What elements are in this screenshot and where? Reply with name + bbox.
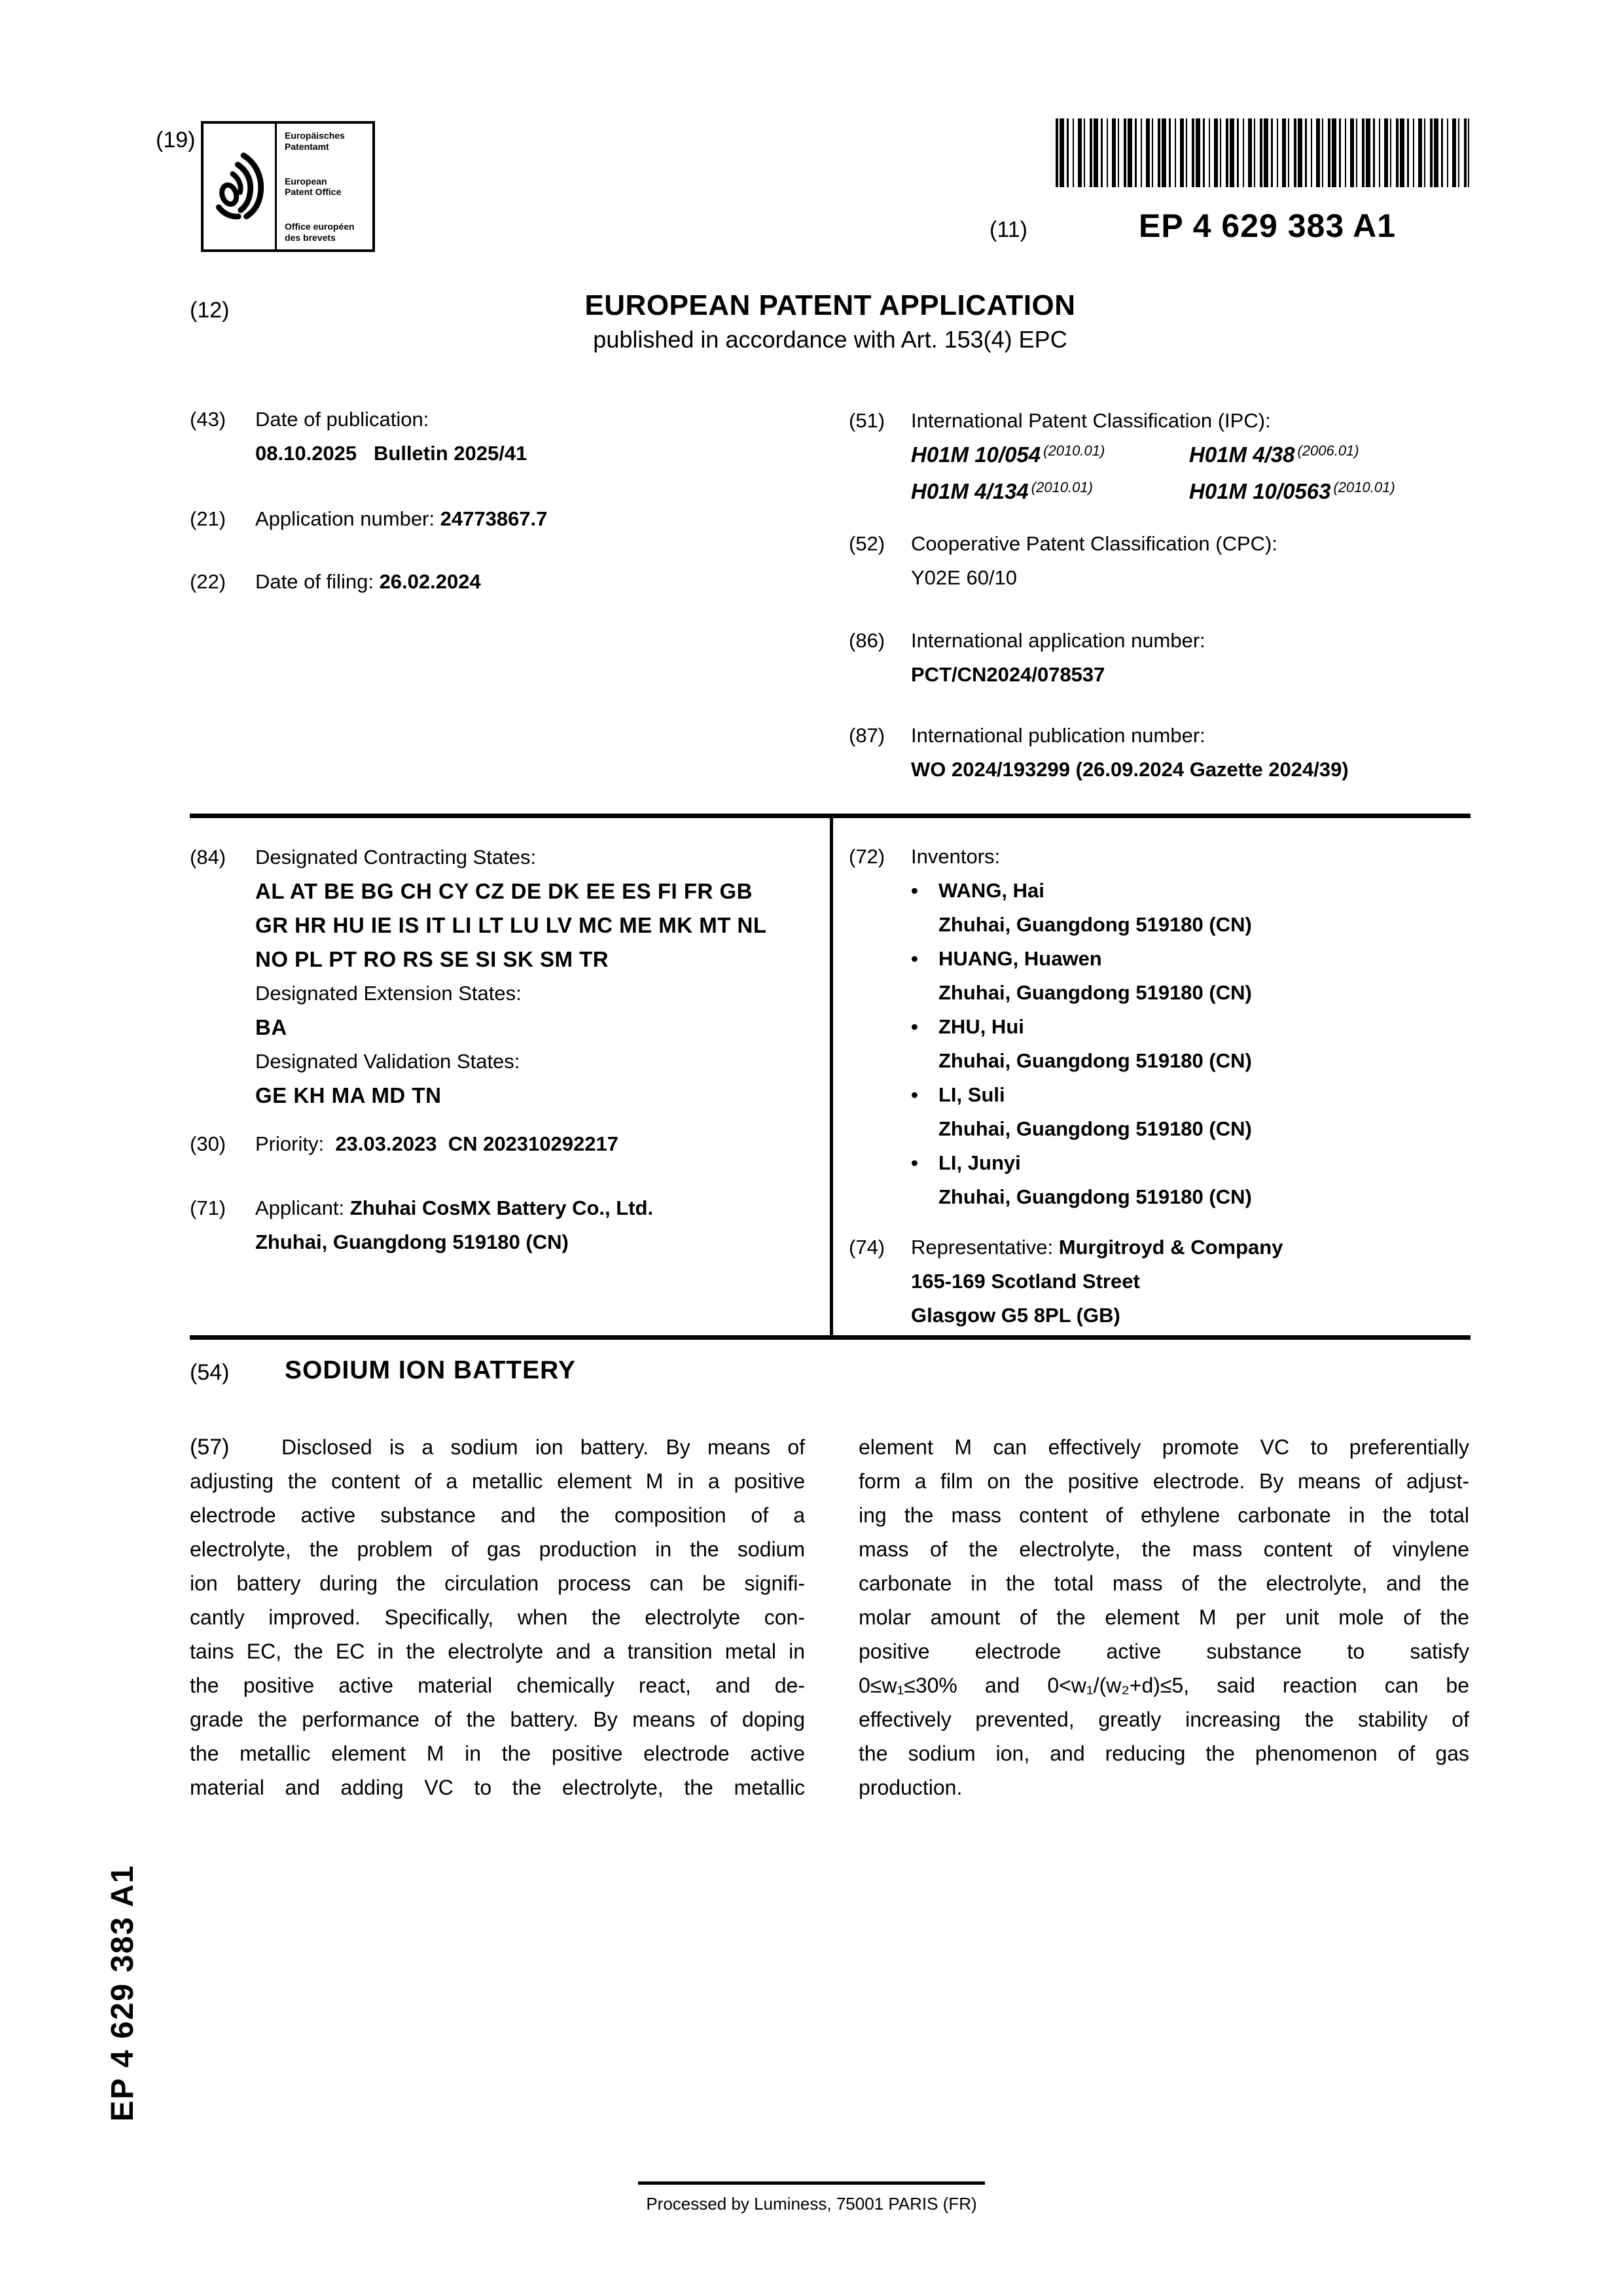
inventor-item [911, 874, 1467, 942]
abstract-line: molar amount of the element M per unit mole of the [859, 1605, 1469, 1629]
validation-states-label: Designated Validation States: [255, 1050, 520, 1073]
field-51-num: (51) [849, 409, 885, 432]
inventor-item [911, 1146, 1467, 1214]
inventor-address: Zhuhai, Guangdong 519180 (CN) [938, 1117, 1252, 1140]
designations-inventors-block [190, 814, 1471, 1340]
abstract-line: element M can effectively promote VC to preferentially [859, 1435, 1469, 1459]
applicant-name: Zhuhai CosMX Battery Co., Ltd. [349, 1196, 654, 1219]
abstract-line: carbonate in the total mass of the electrolyte, and the [859, 1571, 1469, 1595]
inventor-name: LI, Suli [938, 1083, 1005, 1106]
field-52-value: Y02E 60/10 [911, 566, 1018, 589]
field-86-num: (86) [849, 629, 885, 652]
barcode [1056, 118, 1469, 187]
ref-54: (54) [190, 1360, 230, 1385]
bullet-icon: • [911, 1083, 918, 1106]
field-86 [849, 624, 1471, 692]
abstract-line: cantly improved. Specifically, when the electrolyte con- [190, 1605, 805, 1629]
field-51-label: International Patent Classification (IPC): [911, 409, 1271, 432]
ipc-code: H01M 4/38 $^{(2006.01)}$ [1189, 442, 1359, 467]
field-72-num: (72) [849, 845, 885, 868]
abstract-line: ion battery during the circulation process can be signifi- [190, 1571, 805, 1595]
inventor-address: Zhuhai, Guangdong 519180 (CN) [938, 981, 1252, 1004]
field-51 [849, 404, 1471, 511]
abstract-line: effectively prevented, greatly increasing the stability of [859, 1708, 1469, 1731]
logo-text-de-1: Europäisches [285, 130, 345, 141]
field-30-num: (30) [190, 1132, 226, 1155]
representative-street: 165-169 Scotland Street [911, 1270, 1140, 1293]
field-30-label: Priority: [255, 1132, 325, 1155]
abstract-column-2 [859, 1430, 1469, 1804]
logo-text-de-2: Patentamt [285, 141, 329, 152]
field-22 [190, 565, 805, 599]
field-84-label: Designated Contracting States: [255, 846, 537, 869]
inventor-address: Zhuhai, Guangdong 519180 (CN) [938, 913, 1252, 936]
field-30 [190, 1127, 805, 1161]
abstract-line: form a film on the positive electrode. By means of adjust- [859, 1469, 1469, 1493]
ipc-code: H01M 10/054 $^{(2010.01)}$ [911, 442, 1105, 467]
inventor-name: ZHU, Hui [938, 1015, 1024, 1038]
abstract-line: mass of the electrolyte, the mass content of vinylene [859, 1537, 1469, 1561]
abstract-line: electrode active substance and the composition of a [190, 1503, 805, 1527]
inventor-name: WANG, Hai [938, 879, 1044, 902]
field-22-num: (22) [190, 570, 226, 593]
field-74 [849, 1230, 1467, 1333]
sidebar-publication-number: EP 4 629 383 A1 [105, 1864, 140, 2122]
epo-logo-text [277, 124, 372, 249]
inventor-item [911, 942, 1467, 1010]
abstract-column-1 [190, 1430, 805, 1804]
epo-logo-icon [204, 124, 277, 249]
inventor-address: Zhuhai, Guangdong 519180 (CN) [938, 1185, 1252, 1208]
ref-12: (12) [190, 298, 230, 323]
field-21-value: 24773867.7 [440, 507, 548, 530]
footer-rule [638, 2181, 985, 2185]
field-21 [190, 502, 805, 536]
logo-text-fr-1: Office européen [285, 221, 355, 232]
logo-text-en-2: Patent Office [285, 187, 342, 197]
bullet-icon: • [911, 1151, 918, 1174]
bullet-icon: • [911, 947, 918, 970]
abstract-line: the sodium ion, and reducing the phenomenon of gas [859, 1742, 1469, 1765]
abstract-line: grade the performance of the battery. By means of doping [190, 1708, 805, 1731]
inventor-name: LI, Junyi [938, 1151, 1021, 1174]
field-22-label: Date of filing: [255, 570, 374, 593]
footer-text: Processed by Luminess, 75001 PARIS (FR) [646, 2194, 977, 2214]
field-74-num: (74) [849, 1236, 885, 1259]
abstract-line: the metallic element M in the positive electrode active [190, 1742, 805, 1765]
field-84 [190, 840, 805, 1113]
abstract-line: material and adding VC to the electrolyte, the metallic [190, 1776, 805, 1799]
document-title: EUROPEAN PATENT APPLICATION [584, 289, 1076, 321]
field-87 [849, 719, 1471, 787]
ref-11: (11) [990, 217, 1027, 242]
abstract-line: adjusting the content of a metallic element M in a positive [190, 1469, 805, 1493]
abstract-line: Disclosed is a sodium ion battery. By means of [281, 1435, 805, 1459]
ipc-code: H01M 4/134 $^{(2010.01)}$ [911, 479, 1093, 503]
representative-city: Glasgow G5 8PL (GB) [911, 1304, 1120, 1327]
validation-states-value: GE KH MA MD TN [255, 1083, 442, 1107]
field-87-num: (87) [849, 724, 885, 747]
field-52 [849, 527, 1471, 595]
abstract-line: 0≤w₁≤30% and 0<w₁/(w₂+d)≤5, said reaction can be [859, 1674, 1469, 1697]
abstract-line: positive electrode active substance to satisfy [859, 1640, 1469, 1663]
invention-title: SODIUM ION BATTERY [285, 1356, 576, 1384]
field-21-label: Application number: [255, 507, 435, 530]
field-52-num: (52) [849, 532, 885, 555]
abstract-line: ing the mass content of ethylene carbonate in the total [859, 1503, 1469, 1527]
ipc-code: H01M 10/0563 $^{(2010.01)}$ [1189, 479, 1395, 503]
field-87-label: International publication number: [911, 724, 1205, 747]
field-43-label: Date of publication: [255, 408, 429, 431]
contracting-states-line: NO PL PT RO RS SE SI SK SM TR [255, 947, 609, 971]
field-43-num: (43) [190, 408, 226, 431]
field-21-num: (21) [190, 507, 226, 530]
inventor-item [911, 1010, 1467, 1078]
epo-logo-box [201, 121, 375, 252]
field-74-label: Representative: [911, 1236, 1054, 1259]
abstract-line: electrolyte, the problem of gas production in the sodium [190, 1537, 805, 1561]
field-86-label: International application number: [911, 629, 1205, 652]
ref-57: (57) [190, 1435, 230, 1460]
extension-states-label: Designated Extension States: [255, 982, 522, 1005]
field-43 [190, 403, 805, 471]
contracting-states-line: AL AT BE BG CH CY CZ DE DK EE ES FI FR GB [255, 879, 753, 903]
field-30-value: 23.03.2023 CN 202310292217 [335, 1132, 618, 1155]
field-87-value: WO 2024/193299 (26.09.2024 Gazette 2024/39) [911, 758, 1349, 781]
logo-text-en-1: European [285, 175, 327, 187]
abstract-line: production. [859, 1776, 963, 1799]
logo-text-fr-2: des brevets [285, 232, 336, 243]
field-71-label: Applicant: [255, 1196, 345, 1219]
field-22-value: 26.02.2024 [379, 570, 481, 593]
bullet-icon: • [911, 1015, 918, 1038]
field-72 [849, 840, 1467, 1214]
field-43-value: 08.10.2025 Bulletin 2025/41 [255, 442, 527, 465]
field-52-label: Cooperative Patent Classification (CPC): [911, 532, 1277, 555]
field-86-value: PCT/CN2024/078537 [911, 663, 1105, 686]
representative-name: Murgitroyd & Company [1058, 1236, 1283, 1259]
document-subtitle: published in accordance with Art. 153(4) EPC [593, 326, 1067, 353]
inventor-name: HUANG, Huawen [938, 947, 1102, 970]
field-71-num: (71) [190, 1196, 226, 1219]
column-divider [830, 818, 833, 1335]
field-84-num: (84) [190, 846, 226, 869]
field-72-label: Inventors: [911, 845, 1001, 868]
inventor-address: Zhuhai, Guangdong 519180 (CN) [938, 1049, 1252, 1072]
abstract-line: tains EC, the EC in the electrolyte and a transition metal in [190, 1640, 805, 1663]
bullet-icon: • [911, 879, 918, 902]
inventor-item [911, 1078, 1467, 1146]
ref-19: (19) [156, 128, 196, 152]
applicant-address: Zhuhai, Guangdong 519180 (CN) [255, 1230, 569, 1253]
field-71 [190, 1191, 805, 1259]
extension-states-value: BA [255, 1015, 287, 1039]
publication-number: EP 4 629 383 A1 [1139, 207, 1397, 244]
abstract-line: the positive active material chemically react, and de- [190, 1674, 805, 1697]
contracting-states-line: GR HR HU IE IS IT LI LT LU LV MC ME MK MT NL [255, 913, 767, 937]
